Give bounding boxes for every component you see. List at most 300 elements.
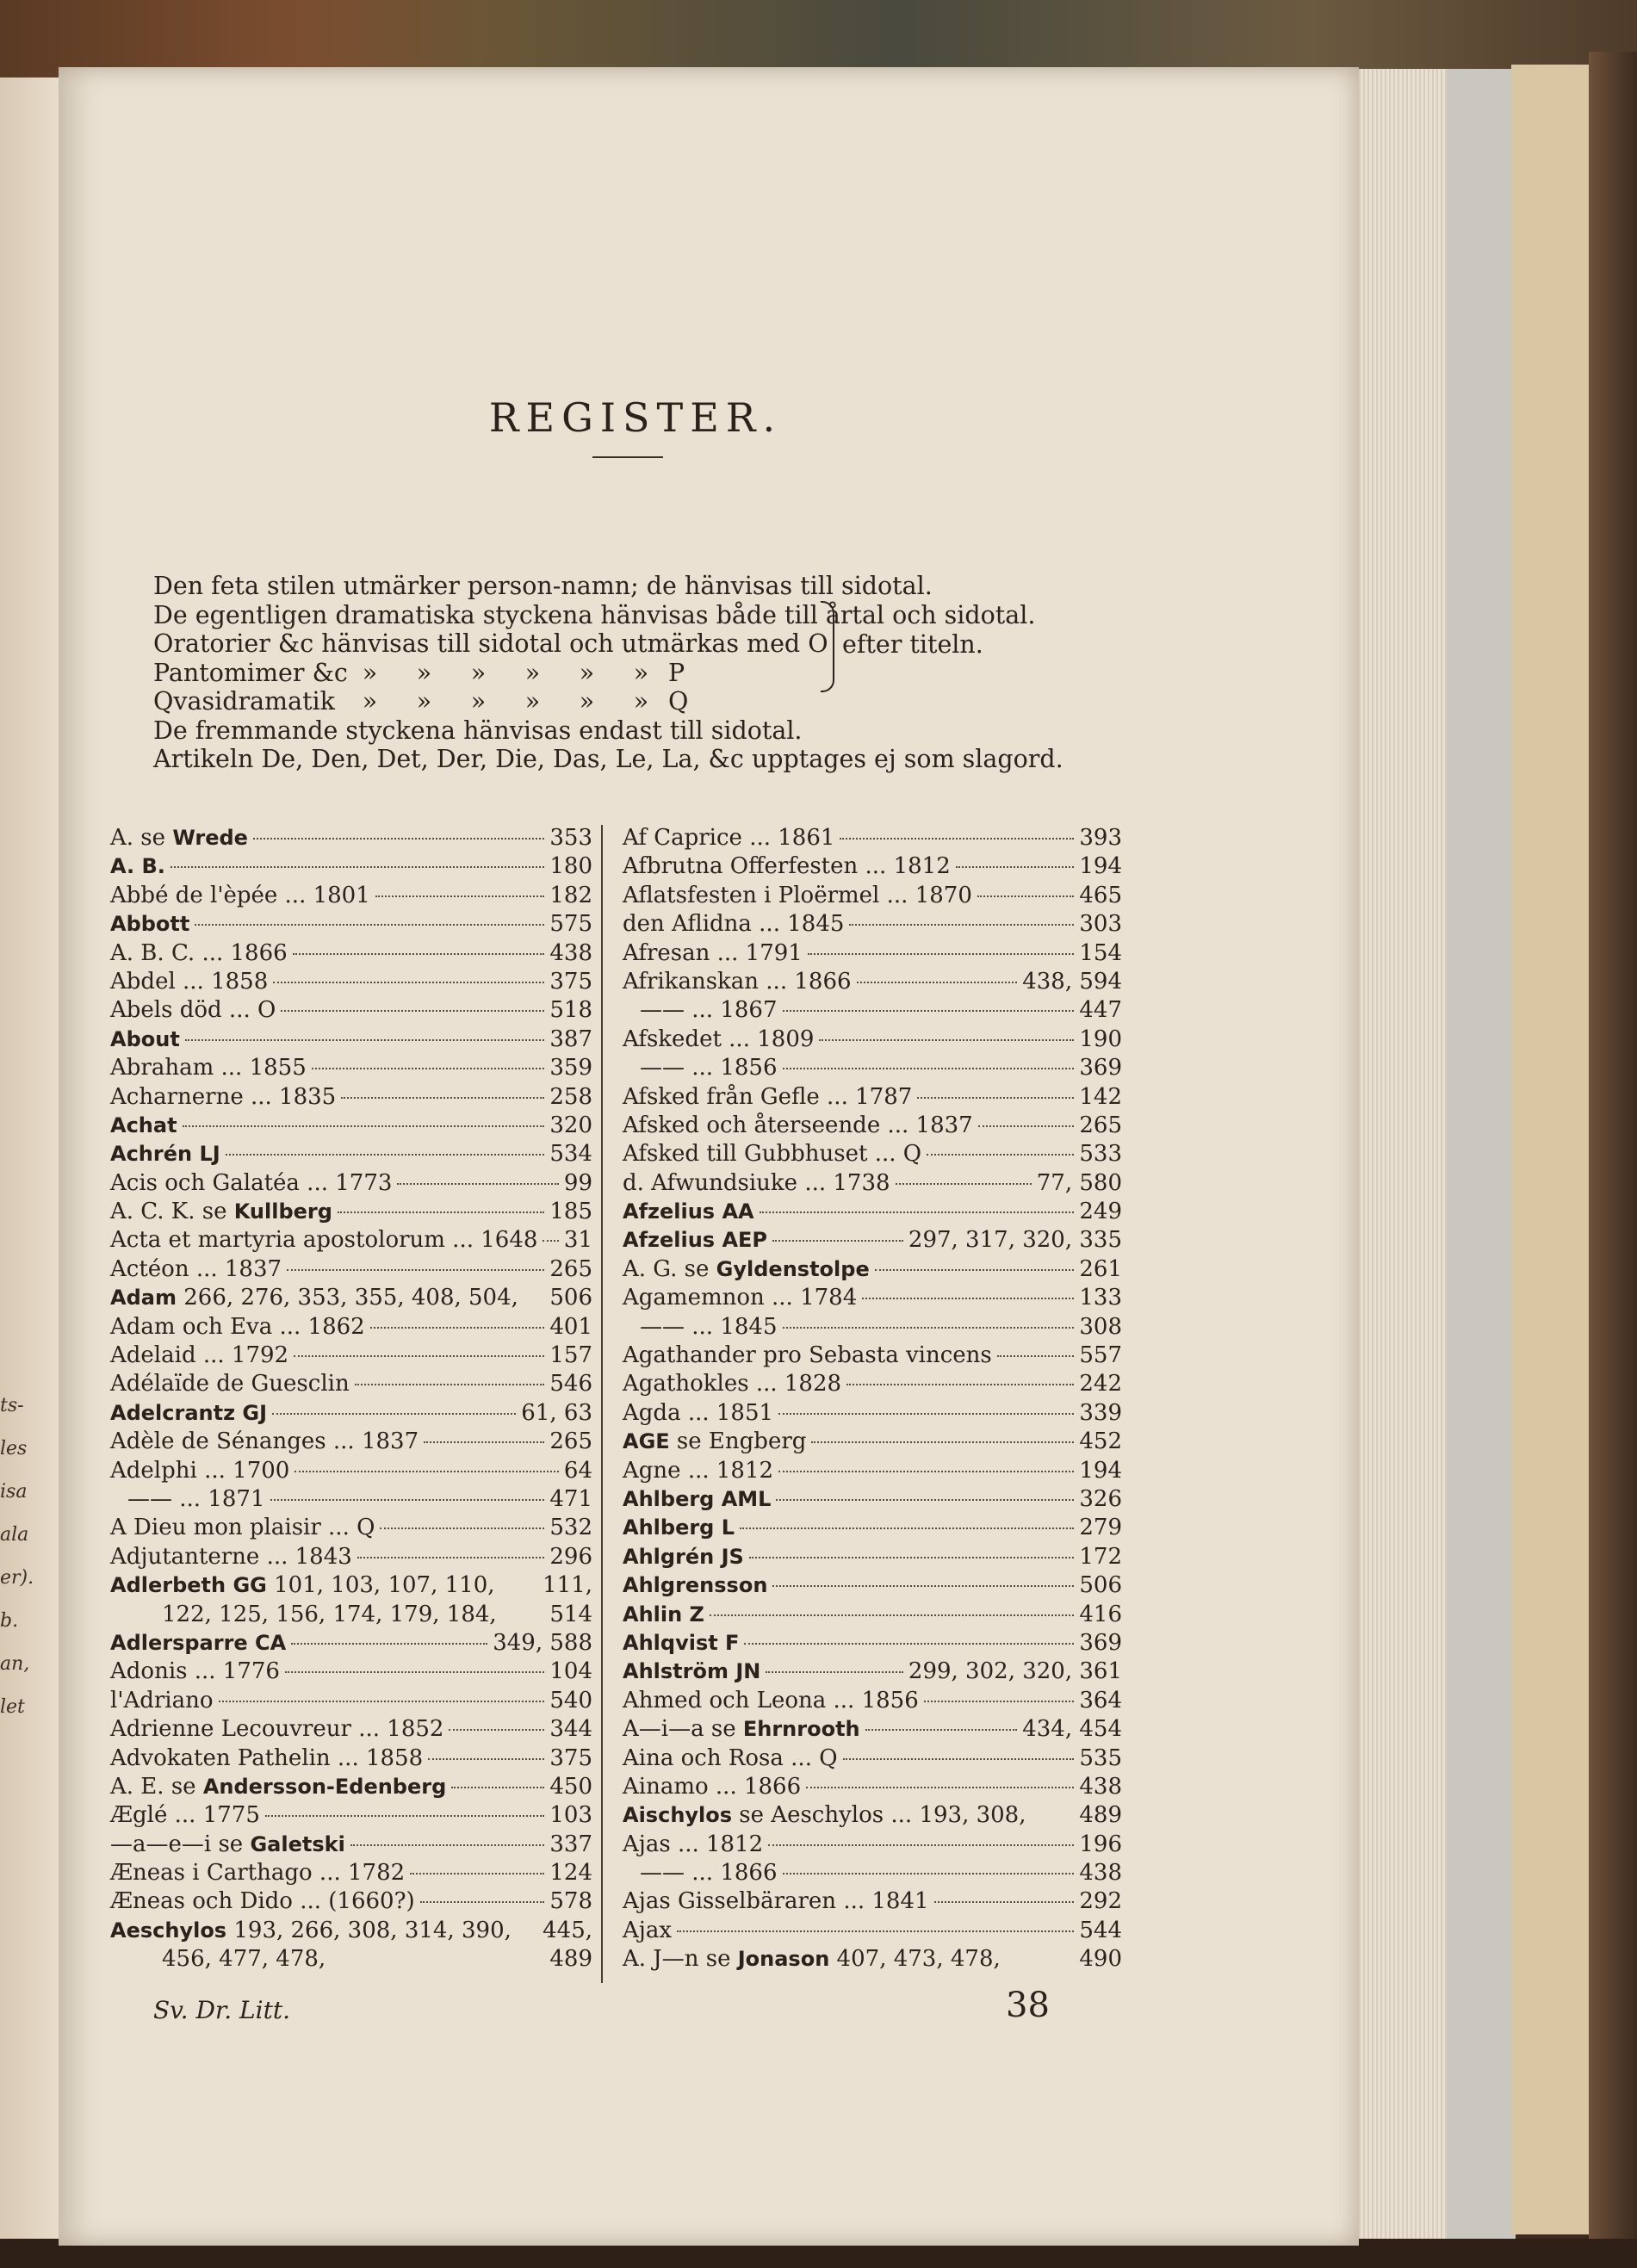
entry-title <box>110 1371 350 1397</box>
dot-leader <box>451 1787 544 1788</box>
entry-person-name: Adlerbeth GG <box>110 1573 267 1598</box>
entry-text: se Aeschylos ... 193, 308, <box>732 1802 1026 1829</box>
index-entry <box>110 1888 592 1917</box>
dot-leader <box>875 1269 1075 1271</box>
entry-pages: 326 <box>1079 1485 1122 1512</box>
entry-person-name: Ahlgrensson <box>623 1573 768 1598</box>
dot-leader <box>749 1557 1075 1558</box>
entry-text: 193, 266, 308, 314, 390, <box>226 1917 512 1943</box>
entry-text: Adonis ... 1776 <box>110 1658 280 1685</box>
entry-pages: 506 <box>1079 1572 1122 1599</box>
index-entry <box>623 1716 1122 1744</box>
entry-pages: 296 <box>549 1543 592 1570</box>
index-entry <box>623 1688 1122 1716</box>
index-entry <box>110 1486 592 1515</box>
entry-title <box>623 1285 857 1311</box>
ditto-mark: » <box>579 687 595 716</box>
entry-title <box>110 1918 512 1943</box>
page-stack-edge <box>1447 69 1516 2239</box>
entry-person-name: Adelcrantz GJ <box>110 1400 268 1425</box>
entry-pages: 369 <box>1079 1055 1122 1081</box>
ditto-mark: » <box>470 658 487 687</box>
index-entry <box>110 1227 592 1255</box>
entry-pages: 194 <box>1079 1457 1122 1484</box>
dot-leader <box>778 1471 1074 1472</box>
entry-text: Afbrutna Offerfesten ... 1812 <box>623 853 951 880</box>
dot-leader <box>294 1355 544 1357</box>
entry-text: Acis och Galatéa ... 1773 <box>110 1169 393 1196</box>
entry-title <box>623 1946 1001 1972</box>
facing-page-margin-text <box>0 1395 52 1739</box>
entry-text: A Dieu mon plaisir ... Q <box>110 1515 375 1541</box>
index-entry <box>623 883 1122 911</box>
entry-text: Advokaten Pathelin ... 1858 <box>110 1744 424 1771</box>
dot-leader <box>253 838 544 840</box>
entry-title <box>623 853 951 879</box>
entry-pages: 157 <box>549 1342 592 1369</box>
intro-qvasi-row <box>153 687 1230 716</box>
entry-title <box>623 1055 778 1081</box>
intro-line: Artikeln De, Den, Det, Der, Die, Das, Le, La, &c upptages ej som slagord. <box>153 745 1063 773</box>
intro-line: Oratorier &c hänvisas till sidotal och utmärkas med O <box>153 629 828 658</box>
index-entry <box>623 1170 1122 1199</box>
entry-pages: 279 <box>1079 1515 1122 1541</box>
entry-text: Abbé de l'èpée ... 1801 <box>110 882 370 908</box>
entry-text: Actéon ... 1837 <box>110 1255 282 1282</box>
entry-text: 122, 125, 156, 174, 179, 184, <box>162 1601 497 1627</box>
index-entry <box>110 911 592 939</box>
entry-title <box>110 1860 405 1886</box>
entry-title <box>623 1026 814 1052</box>
qvasi-code: Q <box>668 687 689 716</box>
entry-pages: 344 <box>549 1716 592 1743</box>
entry-text: Afsked och återseende ... 1837 <box>623 1112 973 1138</box>
entry-text: A. se <box>110 825 173 851</box>
entry-text: —— ... 1867 <box>640 997 778 1024</box>
entry-pages: 299, 302, 320, 361 <box>908 1658 1122 1685</box>
dot-leader <box>819 1039 1074 1041</box>
entry-pages: 349, 588 <box>493 1629 592 1656</box>
index-entry <box>110 1688 592 1716</box>
entry-pages: 104 <box>549 1658 592 1685</box>
entry-pages: 450 <box>549 1773 592 1800</box>
page-number: 38 <box>1006 1986 1050 2025</box>
margin-fragment: b. <box>0 1610 19 1632</box>
entry-pages: 353 <box>549 825 592 851</box>
dot-leader <box>287 1269 544 1271</box>
dot-leader <box>380 1527 544 1529</box>
dot-leader <box>295 1471 559 1472</box>
entry-title <box>623 825 834 851</box>
entry-text: d. Afwundsiuke ... 1738 <box>623 1169 890 1196</box>
entry-pages: 369 <box>1079 1629 1122 1656</box>
index-entry <box>110 1256 592 1285</box>
ditto-mark: » <box>416 658 432 687</box>
index-entry <box>623 1946 1122 1974</box>
dot-leader <box>808 953 1075 955</box>
ditto-mark: » <box>633 658 649 687</box>
pantomimer-label: Pantomimer &c <box>153 658 348 687</box>
entry-text: Adélaïde de Guesclin <box>110 1371 350 1397</box>
entry-title <box>110 883 370 908</box>
entry-pages: 154 <box>1079 939 1122 966</box>
index-entry <box>623 1831 1122 1860</box>
index-entry <box>110 1458 592 1486</box>
index-entry <box>623 853 1122 882</box>
entry-text: Agda ... 1851 <box>623 1399 774 1426</box>
index-entry <box>623 911 1122 939</box>
index-entry <box>110 1428 592 1457</box>
page-stack-edge <box>1356 69 1451 2239</box>
entry-title <box>623 1458 773 1484</box>
dot-leader <box>917 1097 1074 1099</box>
margin-fragment: les <box>0 1438 28 1459</box>
entry-title <box>110 1199 332 1224</box>
entry-title <box>623 1170 890 1196</box>
entry-pages: 364 <box>1079 1687 1122 1713</box>
entry-pages: 544 <box>1079 1917 1122 1943</box>
margin-fragment: isa <box>0 1481 28 1503</box>
dot-leader <box>357 1557 545 1558</box>
entry-title <box>623 1572 767 1598</box>
entry-text: Æglé ... 1775 <box>110 1802 260 1829</box>
entry-pages: 447 <box>1079 997 1122 1024</box>
entry-title <box>110 1716 443 1742</box>
entry-title <box>110 1572 495 1598</box>
entry-pages: 540 <box>549 1687 592 1713</box>
entry-pages: 534 <box>549 1141 592 1168</box>
entry-pages: 142 <box>1079 1083 1122 1110</box>
entry-title <box>623 1199 754 1224</box>
index-entry <box>623 1055 1122 1083</box>
entry-text: Adèle de Sénanges ... 1837 <box>110 1428 419 1455</box>
entry-text: Agamemnon ... 1784 <box>623 1285 858 1311</box>
index-entry <box>623 1802 1122 1831</box>
entry-title <box>623 1227 767 1253</box>
entry-title <box>110 1602 497 1627</box>
entry-title <box>110 1342 288 1368</box>
page-title: REGISTER. <box>488 394 783 441</box>
entry-text: Aina och Rosa ... Q <box>623 1744 838 1771</box>
entry-person-name: Abbott <box>110 912 190 937</box>
entry-pages: 258 <box>549 1083 592 1110</box>
entry-text: 407, 473, 478, <box>829 1946 1001 1973</box>
index-entry <box>623 1141 1122 1169</box>
entry-title <box>623 997 778 1023</box>
ditto-mark: » <box>470 687 487 716</box>
entry-pages: 465 <box>1079 882 1122 908</box>
index-entry <box>623 1256 1122 1285</box>
index-entry <box>623 1745 1122 1774</box>
entry-pages: 265 <box>1079 1112 1122 1138</box>
entry-person-name: Ehrnrooth <box>742 1717 860 1742</box>
index-entry <box>623 1774 1122 1802</box>
index-entry <box>110 1716 592 1744</box>
entry-title <box>110 825 248 851</box>
index-entry <box>110 1544 592 1572</box>
entry-text: —— ... 1856 <box>640 1055 778 1081</box>
index-entry <box>623 1515 1122 1543</box>
entry-pages: 445, <box>543 1917 592 1943</box>
entry-title <box>110 1745 423 1771</box>
entry-pages: 265 <box>549 1428 592 1455</box>
entry-text: Agathander pro Sebasta vincens <box>623 1342 992 1369</box>
index-entry <box>623 1285 1122 1313</box>
entry-title <box>623 1515 735 1540</box>
index-entry <box>110 1658 592 1687</box>
entry-text: den Aflidna ... 1845 <box>623 911 845 938</box>
entry-title <box>623 1141 921 1167</box>
entry-title <box>110 1888 415 1914</box>
index-entry <box>110 1199 592 1227</box>
index-entry <box>110 853 592 882</box>
column-divider <box>601 825 603 1983</box>
dot-leader <box>171 866 544 868</box>
book-cover-top <box>0 0 1637 77</box>
page-stack-edge <box>1511 65 1593 2234</box>
entry-text: se Engberg <box>669 1428 807 1455</box>
entry-text: —a—e—i se <box>110 1831 251 1857</box>
dot-leader <box>924 1701 1075 1702</box>
entry-title <box>623 1860 778 1886</box>
dot-leader <box>740 1527 1074 1529</box>
entry-title <box>110 1112 177 1138</box>
dot-leader <box>760 1211 1075 1213</box>
index-entry <box>110 1112 592 1141</box>
entry-pages: 575 <box>549 911 592 938</box>
entry-person-name: Aischylos <box>623 1803 733 1828</box>
qvasi-label: Qvasidramatik <box>153 687 335 716</box>
entry-person-name: Adlersparre CA <box>110 1630 287 1655</box>
dot-leader <box>778 1413 1074 1415</box>
entry-title <box>623 1084 912 1110</box>
entry-text: Ajas ... 1812 <box>623 1831 764 1857</box>
entry-person-name: Adam <box>110 1286 177 1311</box>
dot-leader <box>185 1039 545 1041</box>
entry-person-name: Andersson-Edenberg <box>202 1774 447 1799</box>
entry-pages: 375 <box>549 968 592 995</box>
index-entry <box>110 1918 592 1946</box>
entry-pages: 438 <box>1079 1773 1122 1800</box>
entry-pages: 535 <box>1079 1744 1122 1771</box>
entry-title <box>623 1745 838 1771</box>
entry-text: —— ... 1845 <box>640 1313 778 1340</box>
entry-text: Adelaid ... 1792 <box>110 1342 289 1369</box>
entry-text: 101, 103, 107, 110, <box>266 1572 495 1599</box>
entry-title <box>623 1400 773 1426</box>
entry-title <box>110 1084 336 1110</box>
dot-leader <box>978 1125 1075 1127</box>
entry-pages: 401 <box>549 1313 592 1340</box>
index-entry <box>623 1428 1122 1457</box>
index-entry <box>110 1802 592 1831</box>
entry-pages: 292 <box>1079 1888 1122 1915</box>
index-entry <box>623 1860 1122 1888</box>
dot-leader <box>293 953 545 955</box>
entry-person-name: Kullberg <box>233 1199 332 1224</box>
entry-title <box>623 1602 704 1627</box>
entry-pages: 471 <box>549 1485 592 1512</box>
dot-leader <box>410 1873 544 1875</box>
index-entry <box>110 883 592 911</box>
entry-text: —— ... 1871 <box>127 1485 265 1512</box>
dot-leader <box>934 1901 1075 1903</box>
entry-text: l'Adriano <box>110 1687 214 1713</box>
index-entry <box>110 1745 592 1774</box>
entry-title <box>623 969 852 995</box>
dot-leader <box>428 1758 544 1760</box>
entry-person-name: Afzelius AEP <box>623 1228 767 1253</box>
index-column-left <box>110 825 592 1975</box>
index-entry <box>110 1602 592 1630</box>
dot-leader <box>420 1901 545 1903</box>
entry-person-name: Ahlin Z <box>623 1602 704 1627</box>
entry-text: 266, 276, 353, 355, 408, 504, <box>176 1285 518 1311</box>
entry-title <box>110 940 288 966</box>
entry-title <box>110 1458 289 1484</box>
index-entry <box>110 1314 592 1342</box>
intro-pantomimer-row <box>153 659 1230 688</box>
grouping-brace <box>821 601 834 692</box>
entry-title <box>623 1918 672 1943</box>
index-entry <box>110 1285 592 1313</box>
entry-pages: 578 <box>549 1888 592 1915</box>
entry-title <box>623 911 844 937</box>
entry-text: Afsked till Gubbhuset ... Q <box>623 1141 922 1168</box>
after-title-note: efter titeln. <box>842 630 983 659</box>
entry-title <box>623 1831 763 1857</box>
index-entry <box>110 1831 592 1860</box>
entry-pages: 64 <box>563 1457 592 1484</box>
entry-title <box>110 1544 352 1570</box>
index-entry <box>110 1630 592 1658</box>
entry-person-name: Wrede <box>172 826 248 850</box>
index-entry <box>623 1888 1122 1917</box>
entry-title <box>110 1802 260 1828</box>
ditto-mark: » <box>524 687 541 716</box>
entry-title <box>623 1716 860 1742</box>
dot-leader <box>783 1068 1075 1069</box>
entry-person-name: About <box>110 1026 180 1051</box>
dot-leader <box>710 1614 1074 1616</box>
margin-fragment: ts- <box>0 1395 24 1416</box>
entry-title <box>623 1112 973 1138</box>
index-entry <box>110 1860 592 1888</box>
entry-title <box>623 1256 870 1282</box>
ditto-mark: » <box>579 658 595 687</box>
entry-title <box>110 1170 392 1196</box>
entry-text: Afresan ... 1791 <box>623 939 803 966</box>
entry-text: Ainamo ... 1866 <box>623 1773 802 1800</box>
index-entry <box>623 1084 1122 1112</box>
entry-pages: 514 <box>549 1601 592 1627</box>
entry-text: Agne ... 1812 <box>623 1457 774 1484</box>
index-entry <box>110 1084 592 1112</box>
dot-leader <box>865 1729 1018 1731</box>
dot-leader <box>291 1643 487 1645</box>
intro-line: De egentligen dramatiska styckena hänvisas både till årtal och sidotal. <box>153 600 1036 629</box>
dot-leader <box>397 1183 559 1185</box>
entry-title <box>623 1314 778 1340</box>
dot-leader <box>270 1499 545 1501</box>
dot-leader <box>927 1154 1074 1156</box>
entry-pages: 31 <box>563 1227 592 1254</box>
entry-title <box>110 1256 282 1282</box>
dot-leader <box>341 1097 544 1099</box>
entry-person-name: Gyldenstolpe <box>716 1256 870 1281</box>
entry-text: A. E. se <box>110 1773 203 1800</box>
dot-leader <box>285 1671 544 1673</box>
dot-leader <box>997 1355 1075 1357</box>
entry-person-name: Achrén LJ <box>110 1142 220 1167</box>
dot-leader <box>370 1327 545 1329</box>
entry-title <box>623 1342 992 1368</box>
index-entry <box>623 825 1122 853</box>
pantomimer-code: P <box>668 658 685 687</box>
entry-text: Adam och Eva ... 1862 <box>110 1313 365 1340</box>
dot-leader <box>375 895 545 897</box>
entry-pages: 489 <box>549 1946 592 1973</box>
ditto-mark: » <box>416 687 432 716</box>
entry-title <box>110 1486 265 1512</box>
margin-fragment: ala <box>0 1524 29 1546</box>
dot-leader <box>783 1010 1075 1012</box>
dot-leader <box>843 1758 1075 1760</box>
dot-leader <box>766 1671 903 1673</box>
entry-pages: 452 <box>1079 1428 1122 1455</box>
signature-mark: Sv. Dr. Litt. <box>153 1996 290 2024</box>
entry-text: Aflatsfesten i Ploërmel ... 1870 <box>623 882 972 908</box>
dot-leader <box>806 1787 1074 1788</box>
entry-person-name: Ahlberg AML <box>623 1486 772 1511</box>
entry-person-name: Ahlberg L <box>623 1515 735 1540</box>
intro-line: De fremmande styckena hänvisas endast till sidotal. <box>153 716 803 745</box>
entry-pages: 320 <box>549 1112 592 1138</box>
entry-pages: 533 <box>1079 1141 1122 1168</box>
index-entry <box>623 1371 1122 1399</box>
entry-pages: 249 <box>1079 1199 1122 1225</box>
dot-leader <box>846 1384 1074 1385</box>
dot-leader <box>338 1211 544 1213</box>
entry-pages: 489 <box>1079 1802 1122 1829</box>
index-entry <box>110 1946 592 1974</box>
index-entry <box>110 940 592 969</box>
entry-pages: 546 <box>549 1371 592 1397</box>
dot-leader <box>849 924 1074 926</box>
entry-pages: 103 <box>549 1802 592 1829</box>
dot-leader <box>744 1643 1074 1645</box>
entry-text: Ajax <box>623 1917 673 1943</box>
index-entry <box>623 1458 1122 1486</box>
margin-fragment: let <box>0 1696 25 1718</box>
entry-pages: 337 <box>549 1831 592 1857</box>
index-entry <box>623 1544 1122 1572</box>
index-entry <box>110 1170 592 1199</box>
ditto-mark: » <box>362 658 378 687</box>
dot-leader <box>265 1815 544 1817</box>
entry-pages: 242 <box>1079 1371 1122 1397</box>
dot-leader <box>862 1298 1074 1299</box>
entry-person-name: A. B. <box>110 854 165 879</box>
entry-text: Afsked från Gefle ... 1787 <box>623 1083 913 1110</box>
entry-text: Acta et martyria apostolorum ... 1648 <box>110 1227 538 1254</box>
entry-pages: 99 <box>563 1169 592 1196</box>
index-entry <box>110 825 592 853</box>
entry-person-name: Galetski <box>250 1831 345 1856</box>
index-entry <box>110 969 592 997</box>
entry-text: Acharnerne ... 1835 <box>110 1083 337 1110</box>
entry-title <box>623 940 803 966</box>
